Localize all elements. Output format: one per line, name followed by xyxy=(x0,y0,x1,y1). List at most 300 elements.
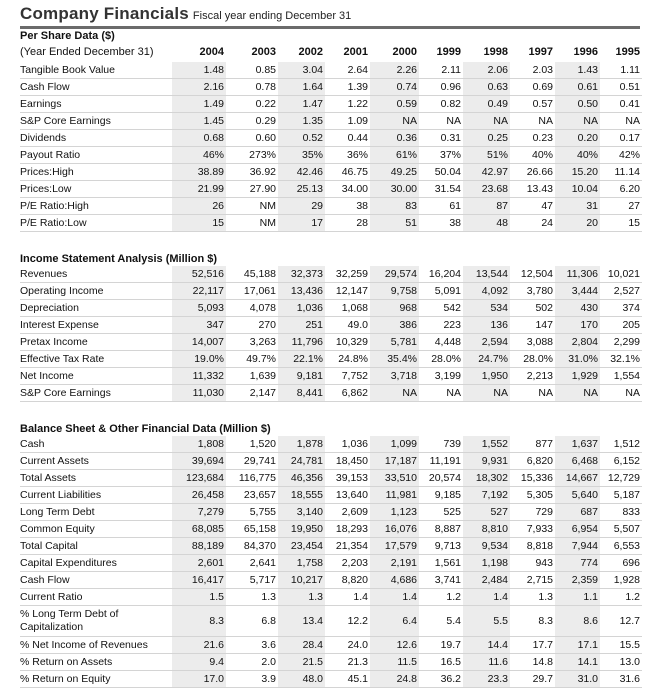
cell-1997: 24 xyxy=(510,215,555,232)
cell-1998: 13,544 xyxy=(463,266,510,283)
cell-2004: 46% xyxy=(172,147,226,164)
cell-1996: 31 xyxy=(555,198,600,215)
cell-1997: NA xyxy=(510,385,555,402)
cell-1997: 2,715 xyxy=(510,572,555,589)
cell-2001: 12,147 xyxy=(325,283,370,300)
cell-1999: 20,574 xyxy=(419,470,463,487)
cell-1995: 1.2 xyxy=(600,589,642,606)
cell-2002: 25.13 xyxy=(278,181,325,198)
cell-1996: 31.0% xyxy=(555,351,600,368)
cell-1998: NA xyxy=(463,113,510,130)
cell-2003: 270 xyxy=(226,317,278,334)
cell-1998: 18,302 xyxy=(463,470,510,487)
table-row-current-liabilities xyxy=(20,487,642,504)
row-label: Dividends xyxy=(20,130,172,147)
cell-2000: 2,191 xyxy=(370,555,419,572)
cell-2000: 1.4 xyxy=(370,589,419,606)
cell-1998: 51% xyxy=(463,147,510,164)
cell-2003: 6.8 xyxy=(226,606,278,637)
row-label: Cash Flow xyxy=(20,79,172,96)
cell-1998: 48 xyxy=(463,215,510,232)
cell-1998: 24.7% xyxy=(463,351,510,368)
cell-2002: 13.4 xyxy=(278,606,325,637)
row-label: Tangible Book Value xyxy=(20,62,172,79)
balance-sheet-header-row xyxy=(20,422,642,436)
cell-1998: 1,552 xyxy=(463,436,510,453)
row-label: Prices:Low xyxy=(20,181,172,198)
row-label: P/E Ratio:High xyxy=(20,198,172,215)
cell-1998: 4,092 xyxy=(463,283,510,300)
cell-1996: 6,468 xyxy=(555,453,600,470)
cell-2001: 2.64 xyxy=(325,62,370,79)
cell-1996: 2,804 xyxy=(555,334,600,351)
cell-1999: 542 xyxy=(419,300,463,317)
cell-2002: 251 xyxy=(278,317,325,334)
cell-2002: 3,140 xyxy=(278,504,325,521)
cell-1998: 1,198 xyxy=(463,555,510,572)
table-row-long-term-debt xyxy=(20,504,642,521)
cell-2002: 13,436 xyxy=(278,283,325,300)
cell-1997: 502 xyxy=(510,300,555,317)
cell-1998: 136 xyxy=(463,317,510,334)
cell-2003: 17,061 xyxy=(226,283,278,300)
row-label: Current Ratio xyxy=(20,589,172,606)
cell-1996: 5,640 xyxy=(555,487,600,504)
cell-2004: 347 xyxy=(172,317,226,334)
cell-1999: 61 xyxy=(419,198,463,215)
cell-2002: 19,950 xyxy=(278,521,325,538)
cell-2002: 48.0 xyxy=(278,671,325,688)
cell-2001: 13,640 xyxy=(325,487,370,504)
cell-1996: 31.0 xyxy=(555,671,600,688)
cell-1995: 2,527 xyxy=(600,283,642,300)
table-row-cash-flow xyxy=(20,572,642,589)
financials-table xyxy=(20,29,642,688)
cell-1996: 1.43 xyxy=(555,62,600,79)
table-row-capital-expenditures xyxy=(20,555,642,572)
cell-2004: 39,694 xyxy=(172,453,226,470)
cell-2002: 1.35 xyxy=(278,113,325,130)
cell-2000: 968 xyxy=(370,300,419,317)
cell-2000: 386 xyxy=(370,317,419,334)
cell-1999: 8,887 xyxy=(419,521,463,538)
cell-1998: 0.25 xyxy=(463,130,510,147)
cell-1998: 42.97 xyxy=(463,164,510,181)
row-label: S&P Core Earnings xyxy=(20,113,172,130)
cell-2000: 17,579 xyxy=(370,538,419,555)
row-label: % Long Term Debt of Capitalization xyxy=(20,606,172,637)
cell-1995: 0.51 xyxy=(600,79,642,96)
cell-1998: 87 xyxy=(463,198,510,215)
cell-1995: 1,554 xyxy=(600,368,642,385)
cell-2004: 26,458 xyxy=(172,487,226,504)
cell-1996: 1.1 xyxy=(555,589,600,606)
cell-2004: 7,279 xyxy=(172,504,226,521)
cell-2001: 6,862 xyxy=(325,385,370,402)
cell-2004: 15 xyxy=(172,215,226,232)
cell-2002: 11,796 xyxy=(278,334,325,351)
cell-2000: 9,758 xyxy=(370,283,419,300)
row-label: Cash Flow xyxy=(20,572,172,589)
cell-2000: 17,187 xyxy=(370,453,419,470)
cell-2003: NM xyxy=(226,215,278,232)
cell-2004: 38.89 xyxy=(172,164,226,181)
cell-2002: 35% xyxy=(278,147,325,164)
cell-2002: 29 xyxy=(278,198,325,215)
cell-2000: 83 xyxy=(370,198,419,215)
cell-1999: 3,199 xyxy=(419,368,463,385)
cell-1995: 1,928 xyxy=(600,572,642,589)
cell-1996: 7,944 xyxy=(555,538,600,555)
cell-1999: 3,741 xyxy=(419,572,463,589)
cell-2000: 6.4 xyxy=(370,606,419,637)
row-label: S&P Core Earnings xyxy=(20,385,172,402)
cell-1995: 2,299 xyxy=(600,334,642,351)
cell-1999: 739 xyxy=(419,436,463,453)
page-title: Company Financials xyxy=(20,4,189,23)
cell-2004: 14,007 xyxy=(172,334,226,351)
row-label: Depreciation xyxy=(20,300,172,317)
cell-1999: 5.4 xyxy=(419,606,463,637)
cell-1998: 9,931 xyxy=(463,453,510,470)
cell-2002: 1,878 xyxy=(278,436,325,453)
cell-2000: 1,123 xyxy=(370,504,419,521)
year-header: 2001 xyxy=(343,46,368,58)
cell-2004: 11,030 xyxy=(172,385,226,402)
cell-1995: 13.0 xyxy=(600,654,642,671)
cell-1999: 1,561 xyxy=(419,555,463,572)
cell-2003: 3.9 xyxy=(226,671,278,688)
cell-2004: 1.45 xyxy=(172,113,226,130)
table-row-p-e-ratio-low xyxy=(20,215,642,232)
year-header: 2000 xyxy=(392,46,417,58)
row-label: Effective Tax Rate xyxy=(20,351,172,368)
cell-2001: 32,259 xyxy=(325,266,370,283)
cell-1996: 0.50 xyxy=(555,96,600,113)
cell-2001: 10,329 xyxy=(325,334,370,351)
cell-2001: 21.3 xyxy=(325,654,370,671)
cell-1995: 15 xyxy=(600,215,642,232)
cell-1997: 943 xyxy=(510,555,555,572)
cell-1998: 23.3 xyxy=(463,671,510,688)
cell-2000: 49.25 xyxy=(370,164,419,181)
table-row-earnings xyxy=(20,96,642,113)
cell-2003: 1,520 xyxy=(226,436,278,453)
table-row-tangible-book-value xyxy=(20,62,642,79)
cell-2003: 3.6 xyxy=(226,637,278,654)
cell-1997: 40% xyxy=(510,147,555,164)
cell-1996: 170 xyxy=(555,317,600,334)
cell-1996: 11,306 xyxy=(555,266,600,283)
cell-1998: 0.49 xyxy=(463,96,510,113)
cell-1997: 8,818 xyxy=(510,538,555,555)
cell-1995: 205 xyxy=(600,317,642,334)
cell-2003: 84,370 xyxy=(226,538,278,555)
table-row-net-income-of-revenues xyxy=(20,637,642,654)
cell-2002: 8,441 xyxy=(278,385,325,402)
cell-1996: 20 xyxy=(555,215,600,232)
row-label: Earnings xyxy=(20,96,172,113)
cell-1997: NA xyxy=(510,113,555,130)
cell-1997: 6,820 xyxy=(510,453,555,470)
cell-2001: 46.75 xyxy=(325,164,370,181)
cell-2004: 21.6 xyxy=(172,637,226,654)
cell-2004: 9.4 xyxy=(172,654,226,671)
row-label: Net Income xyxy=(20,368,172,385)
cell-1997: 2.03 xyxy=(510,62,555,79)
cell-2002: 3.04 xyxy=(278,62,325,79)
cell-2001: 39,153 xyxy=(325,470,370,487)
cell-1998: 1,950 xyxy=(463,368,510,385)
cell-2004: 1.49 xyxy=(172,96,226,113)
cell-1996: 6,954 xyxy=(555,521,600,538)
year-header: 1998 xyxy=(483,46,508,58)
year-header: 1995 xyxy=(615,46,640,58)
cell-1996: 15.20 xyxy=(555,164,600,181)
row-label: Prices:High xyxy=(20,164,172,181)
cell-1999: 9,185 xyxy=(419,487,463,504)
cell-1999: 16,204 xyxy=(419,266,463,283)
cell-1997: 3,088 xyxy=(510,334,555,351)
cell-2003: 2,641 xyxy=(226,555,278,572)
cell-2000: 11,981 xyxy=(370,487,419,504)
cell-1999: 36.2 xyxy=(419,671,463,688)
cell-1996: NA xyxy=(555,113,600,130)
row-label: % Return on Equity xyxy=(20,671,172,688)
cell-1996: 2,359 xyxy=(555,572,600,589)
table-row-s-p-core-earnings xyxy=(20,385,642,402)
cell-2004: 1.48 xyxy=(172,62,226,79)
cell-2003: 5,717 xyxy=(226,572,278,589)
cell-2002: 42.46 xyxy=(278,164,325,181)
cell-1997: 877 xyxy=(510,436,555,453)
cell-2002: 21.5 xyxy=(278,654,325,671)
row-label: Capital Expenditures xyxy=(20,555,172,572)
table-row-s-p-core-earnings xyxy=(20,113,642,130)
cell-2004: 123,684 xyxy=(172,470,226,487)
cell-2002: 17 xyxy=(278,215,325,232)
row-label: Pretax Income xyxy=(20,334,172,351)
cell-1997: 28.0% xyxy=(510,351,555,368)
cell-1995: 0.41 xyxy=(600,96,642,113)
table-row-common-equity xyxy=(20,521,642,538)
year-header-row xyxy=(20,43,642,62)
cell-2000: 35.4% xyxy=(370,351,419,368)
cell-2002: 1.64 xyxy=(278,79,325,96)
cell-2000: 3,718 xyxy=(370,368,419,385)
cell-1995: NA xyxy=(600,113,642,130)
cell-2001: 18,450 xyxy=(325,453,370,470)
cell-1998: 0.63 xyxy=(463,79,510,96)
row-label: Cash xyxy=(20,436,172,453)
cell-2003: 0.78 xyxy=(226,79,278,96)
cell-2000: NA xyxy=(370,113,419,130)
per-share-heading: Per Share Data ($) xyxy=(20,30,115,42)
cell-1998: 2,484 xyxy=(463,572,510,589)
cell-2003: 29,741 xyxy=(226,453,278,470)
cell-2001: 1,068 xyxy=(325,300,370,317)
cell-2001: 34.00 xyxy=(325,181,370,198)
section-spacer xyxy=(20,232,642,253)
per-share-header-row xyxy=(20,29,642,43)
year-header: 2003 xyxy=(251,46,276,58)
row-label: Payout Ratio xyxy=(20,147,172,164)
cell-2001: 1.22 xyxy=(325,96,370,113)
cell-1995: 1.11 xyxy=(600,62,642,79)
cell-1999: 0.31 xyxy=(419,130,463,147)
cell-1997: 15,336 xyxy=(510,470,555,487)
cell-2004: 5,093 xyxy=(172,300,226,317)
cell-2004: 2,601 xyxy=(172,555,226,572)
cell-2002: 1.3 xyxy=(278,589,325,606)
cell-2000: 33,510 xyxy=(370,470,419,487)
cell-2004: 26 xyxy=(172,198,226,215)
cell-1999: 19.7 xyxy=(419,637,463,654)
cell-1999: 2.11 xyxy=(419,62,463,79)
cell-1997: 0.23 xyxy=(510,130,555,147)
cell-2003: 27.90 xyxy=(226,181,278,198)
cell-1996: 14.1 xyxy=(555,654,600,671)
cell-1996: 1,637 xyxy=(555,436,600,453)
cell-2004: 11,332 xyxy=(172,368,226,385)
year-header: 2004 xyxy=(199,46,224,58)
row-label: Revenues xyxy=(20,266,172,283)
cell-2002: 1.47 xyxy=(278,96,325,113)
cell-2001: 49.0 xyxy=(325,317,370,334)
cell-2001: 1.09 xyxy=(325,113,370,130)
cell-2001: 8,820 xyxy=(325,572,370,589)
row-label: % Net Income of Revenues xyxy=(20,637,172,654)
cell-1995: 12.7 xyxy=(600,606,642,637)
cell-1995: 10,021 xyxy=(600,266,642,283)
cell-1997: 5,305 xyxy=(510,487,555,504)
cell-1997: 2,213 xyxy=(510,368,555,385)
cell-1998: 11.6 xyxy=(463,654,510,671)
cell-2000: 4,686 xyxy=(370,572,419,589)
cell-1997: 29.7 xyxy=(510,671,555,688)
cell-2003: 273% xyxy=(226,147,278,164)
table-row-cash-flow xyxy=(20,79,642,96)
cell-2003: 49.7% xyxy=(226,351,278,368)
cell-1996: 687 xyxy=(555,504,600,521)
cell-1995: 11.14 xyxy=(600,164,642,181)
table-row-operating-income xyxy=(20,283,642,300)
cell-2003: 116,775 xyxy=(226,470,278,487)
cell-2004: 22,117 xyxy=(172,283,226,300)
table-row-depreciation xyxy=(20,300,642,317)
cell-2004: 19.0% xyxy=(172,351,226,368)
cell-1996: 774 xyxy=(555,555,600,572)
cell-1995: NA xyxy=(600,385,642,402)
cell-1998: 527 xyxy=(463,504,510,521)
row-label: Interest Expense xyxy=(20,317,172,334)
cell-2003: 1,639 xyxy=(226,368,278,385)
cell-2004: 1.5 xyxy=(172,589,226,606)
cell-2000: 30.00 xyxy=(370,181,419,198)
cell-2001: 2,203 xyxy=(325,555,370,572)
cell-1997: 17.7 xyxy=(510,637,555,654)
table-row-p-e-ratio-high xyxy=(20,198,642,215)
cell-2000: 0.59 xyxy=(370,96,419,113)
cell-2001: 1,036 xyxy=(325,436,370,453)
row-label: Total Capital xyxy=(20,538,172,555)
table-row-payout-ratio xyxy=(20,147,642,164)
cell-1995: 374 xyxy=(600,300,642,317)
cell-1997: 8.3 xyxy=(510,606,555,637)
cell-2002: 10,217 xyxy=(278,572,325,589)
cell-1996: 3,444 xyxy=(555,283,600,300)
page-subtitle: Fiscal year ending December 31 xyxy=(192,10,352,22)
row-label: P/E Ratio:Low xyxy=(20,215,172,232)
cell-1999: 525 xyxy=(419,504,463,521)
cell-2000: 0.74 xyxy=(370,79,419,96)
cell-1996: 0.20 xyxy=(555,130,600,147)
cell-1997: 729 xyxy=(510,504,555,521)
cell-1996: 17.1 xyxy=(555,637,600,654)
cell-2004: 17.0 xyxy=(172,671,226,688)
cell-2000: 51 xyxy=(370,215,419,232)
table-row-long-term-debt-of-capitalization xyxy=(20,606,642,637)
cell-1995: 27 xyxy=(600,198,642,215)
row-label: Total Assets xyxy=(20,470,172,487)
cell-2002: 32,373 xyxy=(278,266,325,283)
cell-1995: 12,729 xyxy=(600,470,642,487)
cell-1999: 223 xyxy=(419,317,463,334)
row-label: Common Equity xyxy=(20,521,172,538)
cell-2001: 21,354 xyxy=(325,538,370,555)
cell-1995: 31.6 xyxy=(600,671,642,688)
cell-2003: 65,158 xyxy=(226,521,278,538)
cell-2001: 7,752 xyxy=(325,368,370,385)
cell-2003: 0.85 xyxy=(226,62,278,79)
cell-1998: 7,192 xyxy=(463,487,510,504)
cell-1997: 3,780 xyxy=(510,283,555,300)
table-row-total-capital xyxy=(20,538,642,555)
cell-1995: 833 xyxy=(600,504,642,521)
cell-2000: 1,099 xyxy=(370,436,419,453)
cell-1999: 9,713 xyxy=(419,538,463,555)
cell-1999: 31.54 xyxy=(419,181,463,198)
cell-1997: 12,504 xyxy=(510,266,555,283)
cell-1998: 534 xyxy=(463,300,510,317)
cell-1998: NA xyxy=(463,385,510,402)
cell-2002: 1,036 xyxy=(278,300,325,317)
cell-2001: 2,609 xyxy=(325,504,370,521)
table-row-net-income xyxy=(20,368,642,385)
cell-1996: NA xyxy=(555,385,600,402)
cell-1996: 1,929 xyxy=(555,368,600,385)
cell-2000: NA xyxy=(370,385,419,402)
row-label: Operating Income xyxy=(20,283,172,300)
cell-1998: 2,594 xyxy=(463,334,510,351)
cell-2000: 16,076 xyxy=(370,521,419,538)
cell-1997: 47 xyxy=(510,198,555,215)
cell-2002: 23,454 xyxy=(278,538,325,555)
cell-1999: 28.0% xyxy=(419,351,463,368)
cell-2003: 0.60 xyxy=(226,130,278,147)
cell-2000: 11.5 xyxy=(370,654,419,671)
cell-2000: 61% xyxy=(370,147,419,164)
table-row-interest-expense xyxy=(20,317,642,334)
cell-2003: 5,755 xyxy=(226,504,278,521)
cell-1997: 147 xyxy=(510,317,555,334)
cell-2002: 0.52 xyxy=(278,130,325,147)
cell-1998: 2.06 xyxy=(463,62,510,79)
cell-2000: 24.8 xyxy=(370,671,419,688)
balance-sheet-heading: Balance Sheet & Other Financial Data (Million $) xyxy=(20,423,271,435)
cell-1997: 26.66 xyxy=(510,164,555,181)
cell-2003: 0.29 xyxy=(226,113,278,130)
